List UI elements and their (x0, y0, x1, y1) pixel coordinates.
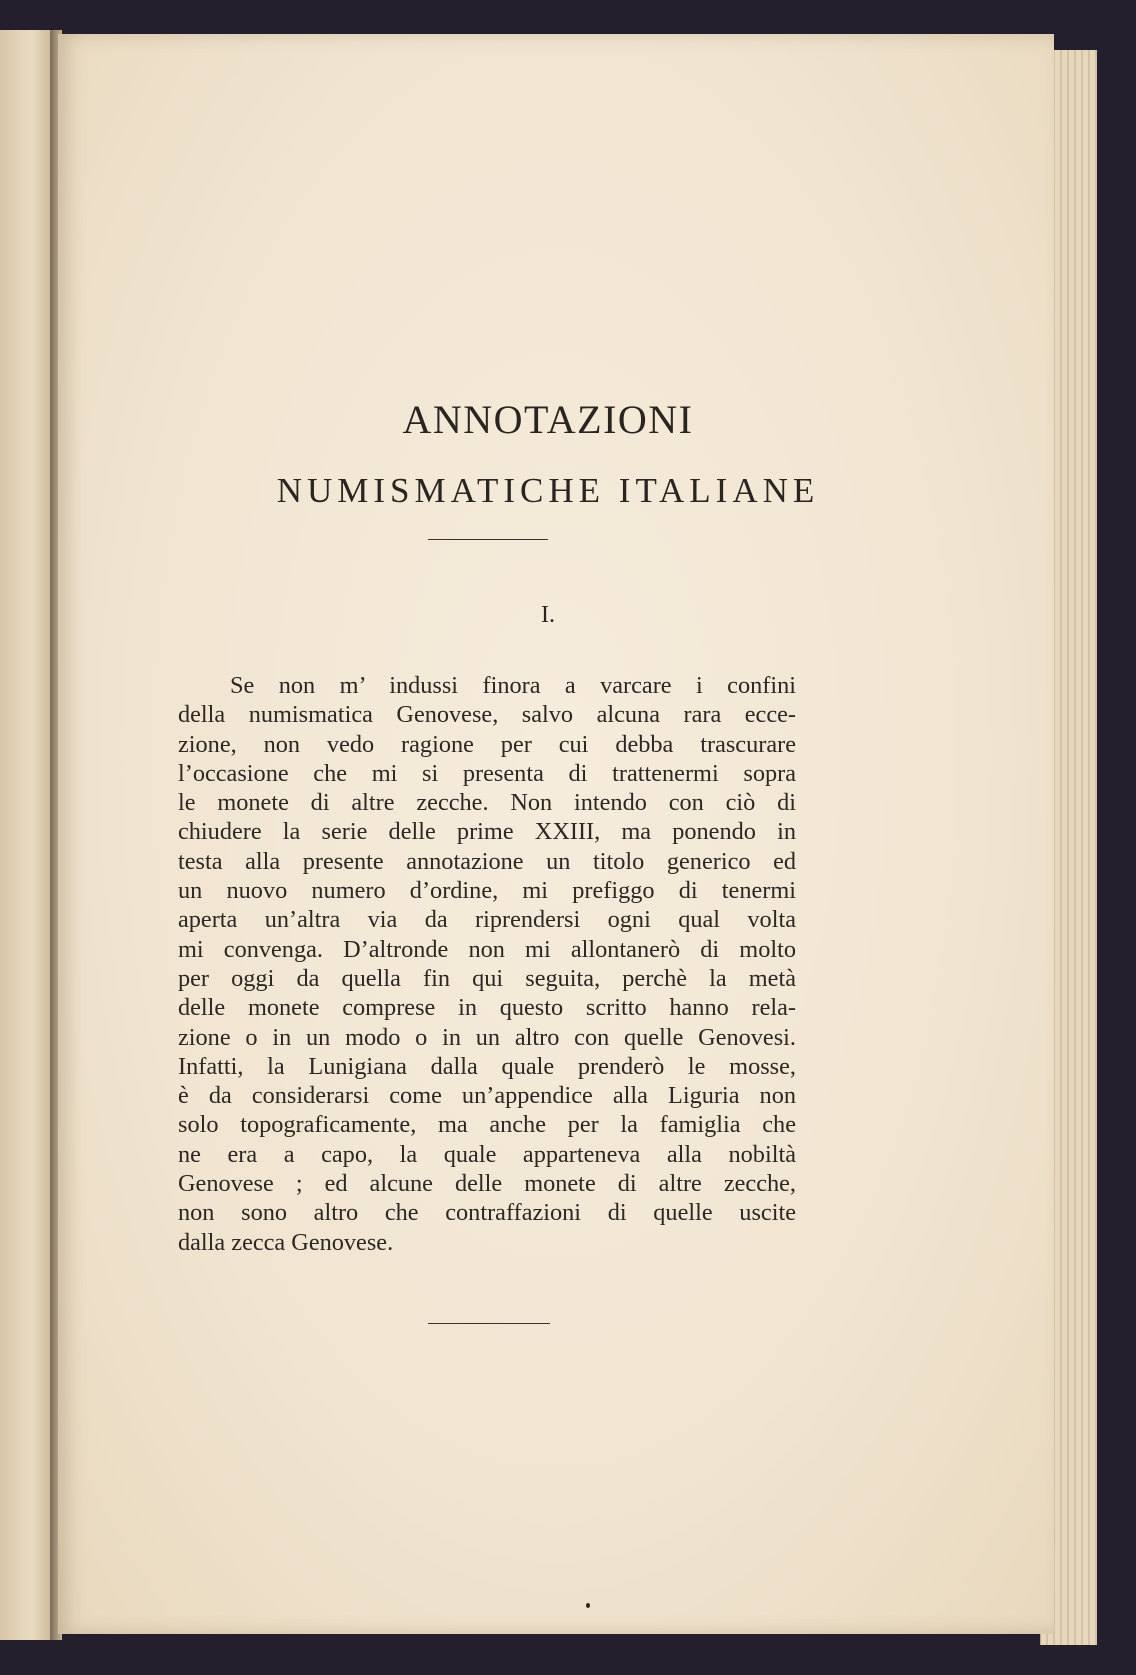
left-page-edge (0, 30, 54, 1640)
section-paragraph (178, 671, 796, 1257)
text-line: aperta un’altra via da riprendersi ogni qual volta (178, 906, 796, 934)
text-line: ne era a capo, la quale apparteneva alla nobiltà (178, 1140, 796, 1168)
page-subtitle: NUMISMATICHE ITALIANE (276, 471, 820, 510)
text-line: Infatti, la Lunigiana dalla quale prenderò le mosse, (178, 1052, 796, 1080)
text-line: non sono altro che contraffazioni di quelle uscite (178, 1199, 796, 1227)
page-title: ANNOTAZIONI (402, 397, 694, 442)
text-line: zione o in un modo o in un altro con quelle Genovesi. (178, 1023, 796, 1051)
text-line: delle monete comprese in questo scritto hanno rela- (178, 994, 796, 1022)
book-page (58, 34, 1054, 1634)
text-line: è da considerarsi come un’appendice alla Liguria non (178, 1082, 796, 1110)
ink-speck (586, 1603, 590, 1608)
text-line: per oggi da quella fin qui seguita, perchè la metà (178, 964, 796, 992)
text-line: solo topograficamente, ma anche per la famiglia che (178, 1111, 796, 1139)
text-line: chiudere la serie delle prime XXIII, ma ponendo in (178, 818, 796, 846)
text-line: Se non m’ indussi finora a varcare i confini (230, 672, 796, 699)
text-line: testa alla presente annotazione un titolo generico ed (178, 847, 796, 875)
section-number: I. (541, 602, 555, 628)
text-line: dalla zecca Genovese. (178, 1228, 394, 1256)
text-line: Genovese ; ed alcune delle monete di altre zecche, (178, 1170, 796, 1198)
text-line: un nuovo numero d’ordine, mi prefiggo di tenermi (178, 877, 796, 905)
text-line: l’occasione che mi si presenta di trattenermi sopra (178, 759, 796, 787)
text-line: della numismatica Genovese, salvo alcuna rara ecce- (178, 701, 796, 729)
bottom-divider (428, 1323, 550, 1324)
text-line: le monete di altre zecche. Non intendo con ciò di (178, 789, 796, 817)
text-line: zione, non vedo ragione per cui debba trascurare (178, 730, 796, 758)
text-line: mi convenga. D’altronde non mi allontanerò di molto (178, 935, 796, 963)
top-divider (428, 539, 548, 540)
